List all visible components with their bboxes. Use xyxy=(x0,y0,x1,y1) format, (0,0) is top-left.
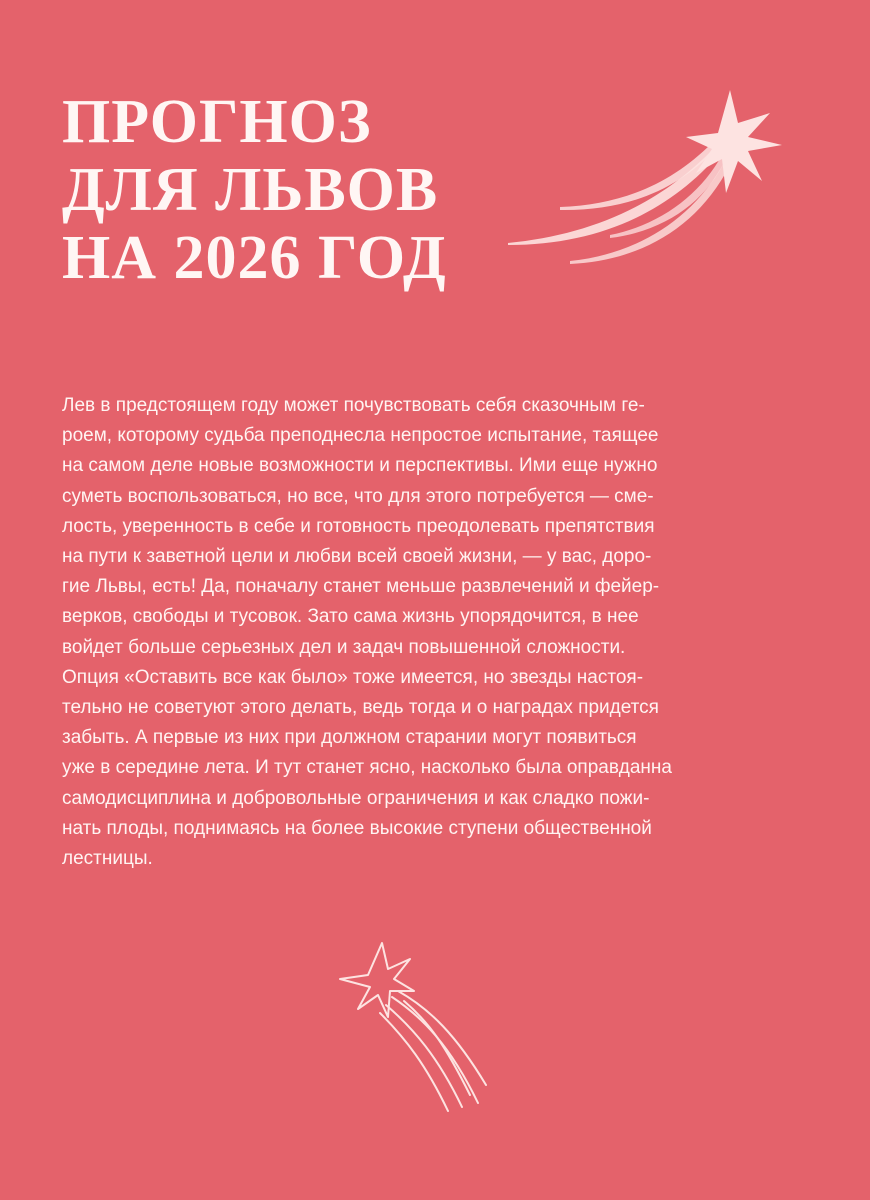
body-line: роем, которому судьба преподнесла непростое испытание, таящее xyxy=(62,425,659,447)
body-line: Опция «Оставить все как было» тоже имеется, но звезды настоя- xyxy=(62,666,644,688)
title-line-3: НА 2026 ГОД xyxy=(62,224,447,292)
body-line: на пути к заветной цели и любви всей своей жизни, — у вас, доро- xyxy=(62,546,652,568)
body-paragraph xyxy=(62,391,762,874)
body-line: уже в середине лета. И тут станет ясно, насколько была оправданна xyxy=(62,757,672,779)
body-line: войдет больше серьезных дел и задач повышенной сложности. xyxy=(62,636,626,658)
body-line: нать плоды, поднимаясь на более высокие ступени общественной xyxy=(62,817,652,839)
body-line: гие Львы, есть! Да, поначалу станет меньше развлечений и фейер- xyxy=(62,576,660,598)
body-line: лость, уверенность в себе и готовность преодолевать препятствия xyxy=(62,515,655,537)
body-line: забыть. А первые из них при должном старании могут появиться xyxy=(62,727,637,749)
body-line: тельно не советуют этого делать, ведь тогда и о наградах придется xyxy=(62,697,659,719)
body-line: суметь воспользоваться, но все, что для этого потребуется — сме- xyxy=(62,485,654,507)
title-line-2: ДЛЯ ЛЬВОВ xyxy=(62,156,439,224)
body-line: верков, свободы и тусовок. Зато сама жизнь упорядочится, в нее xyxy=(62,606,639,628)
body-line: лестницы. xyxy=(62,848,153,870)
title-line-1: ПРОГНОЗ xyxy=(62,88,372,156)
body-line: Лев в предстоящем году может почувствовать себя сказочным ге- xyxy=(62,395,645,416)
shooting-star-icon xyxy=(500,85,790,275)
body-line: на самом деле новые возможности и перспективы. Ими еще нужно xyxy=(62,455,658,477)
page-title xyxy=(62,88,447,292)
body-line: самодисциплина и добровольные ограничения и как сладко пожи- xyxy=(62,787,650,809)
shooting-star-icon xyxy=(330,935,490,1115)
